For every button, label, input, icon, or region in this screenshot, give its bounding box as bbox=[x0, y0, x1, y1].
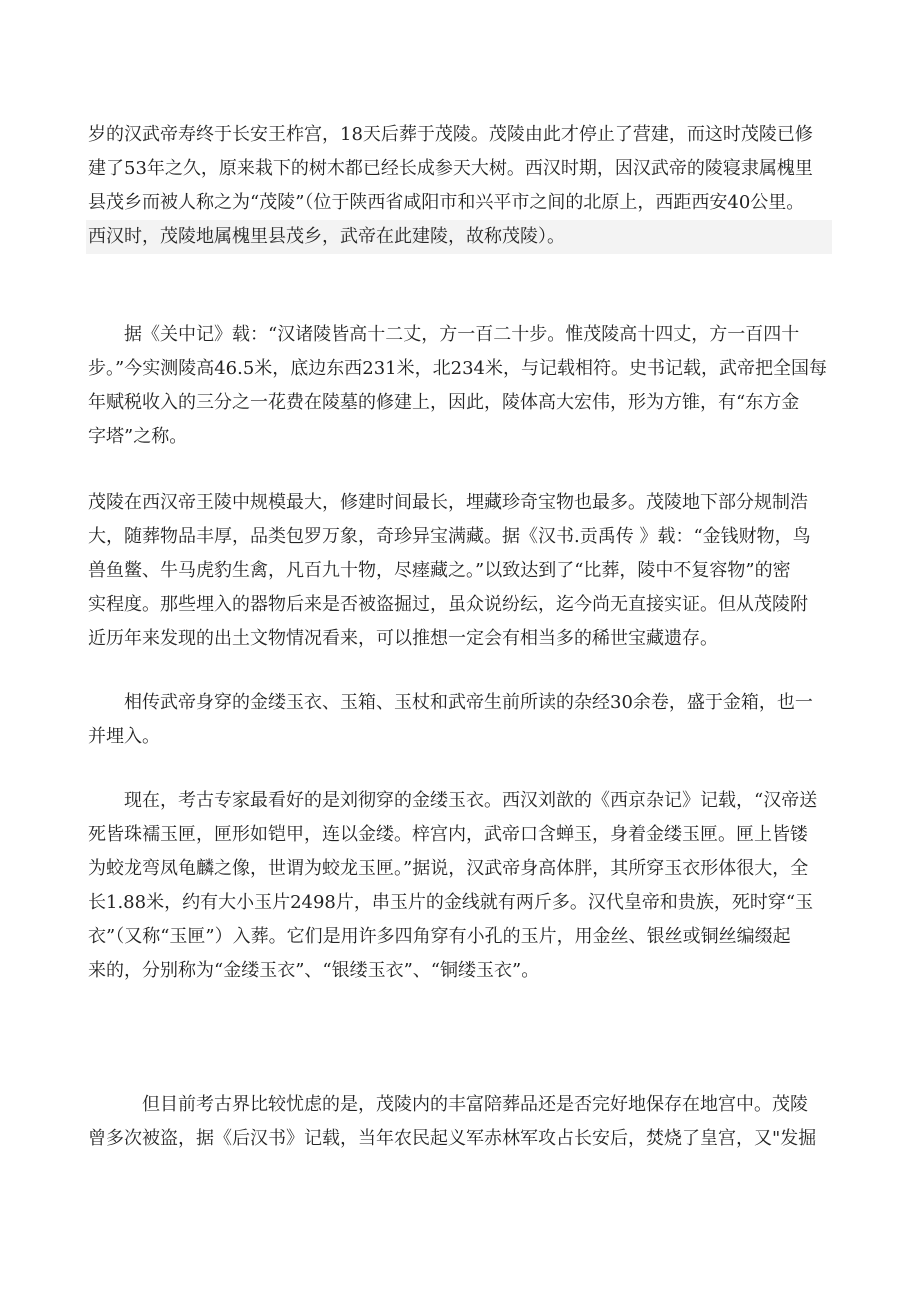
paragraph-6: 但目前考古界比较忧虑的是，茂陵内的丰富陪葬品还是否完好地保存在地宫中。茂陵 曾多次被盗，据《后汉书》记载，当年农民起义军赤林军攻占长安后，焚烧了皇宫，又"发掘 bbox=[88, 1094, 817, 1149]
paragraph-5: 现在，考古专家最看好的是刘彻穿的金缕玉衣。西汉刘歆的《西京杂记》记载，“汉帝送 死皆珠襦玉匣，匣形如铠甲，连以金缕。梓宫内，武帝口含蝉玉，身着金缕玉匣。匣上皆镂 为蛟龙弯凤龟麟之像，世谓为蛟龙玉匣。”据说，汉武帝身高体胖，其所穿玉衣形体很大，全 长1.88米，约有大小玉片2498片，串玉片的金线就有两斤多。汉代皇帝和贵族，死时穿“玉 衣”（又称“玉匣”）入葬。它们是用许多四角穿有小孔的玉片，用金丝、银丝或铜丝编缀起 来的，分别称为“金缕玉衣”、“银缕玉衣”、“铜缕玉衣”。 bbox=[88, 790, 818, 981]
paragraph-2: 据《关中记》载：“汉诸陵皆高十二丈，方一百二十步。惟茂陵高十四丈，方一百四十 步。”今实测陵高46.5米，底边东西231米，北234米，与记载相符。史书记载，武帝把全国每 年赋税收入的三分之一花费在陵墓的修建上，因此，陵体高大宏伟，形为方锥，有“东方金 字塔”之称。 bbox=[88, 324, 827, 447]
paragraph-3: 茂陵在西汉帝王陵中规模最大，修建时间最长，埋藏珍奇宝物也最多。茂陵地下部分规制浩 大，随葬物品丰厚，品类包罗万象，奇珍异宝满藏。据《汉书.贡禹传 》载：“金钱财物，鸟 兽鱼鳖、牛马虎豹生禽，凡百九十物，尽瘗藏之。”以致达到了“比葬，陵中不复容物”的密 实程度。那些埋入的器物后来是否被盗掘过，虽众说纷纭，迄今尚无直接实证。但从茂陵附 近历年来发现的出土文物情况看来，可以推想一定会有相当多的稀世宝藏遗存。 bbox=[88, 492, 811, 649]
paragraph-1: 岁的汉武帝寿终于长安王柞宫，18天后葬于茂陵。茂陵由此才停止了营建，而这时茂陵已修 建了53年之久，原来栽下的树木都已经长成参天大树。西汉时期，因汉武帝的陵寝隶属槐里 县茂乡而被人称之为“茂陵”（位于陕西省咸阳市和兴平市之间的北原上，西距西安40公里。 西汉时，茂陵地属槐里县茂乡，武帝在此建陵，故称茂陵）。 bbox=[88, 124, 813, 247]
paragraph-4: 相传武帝身穿的金缕玉衣、玉箱、玉杖和武帝生前所读的杂经30余卷，盛于金箱，也一 并埋入。 bbox=[88, 692, 813, 747]
